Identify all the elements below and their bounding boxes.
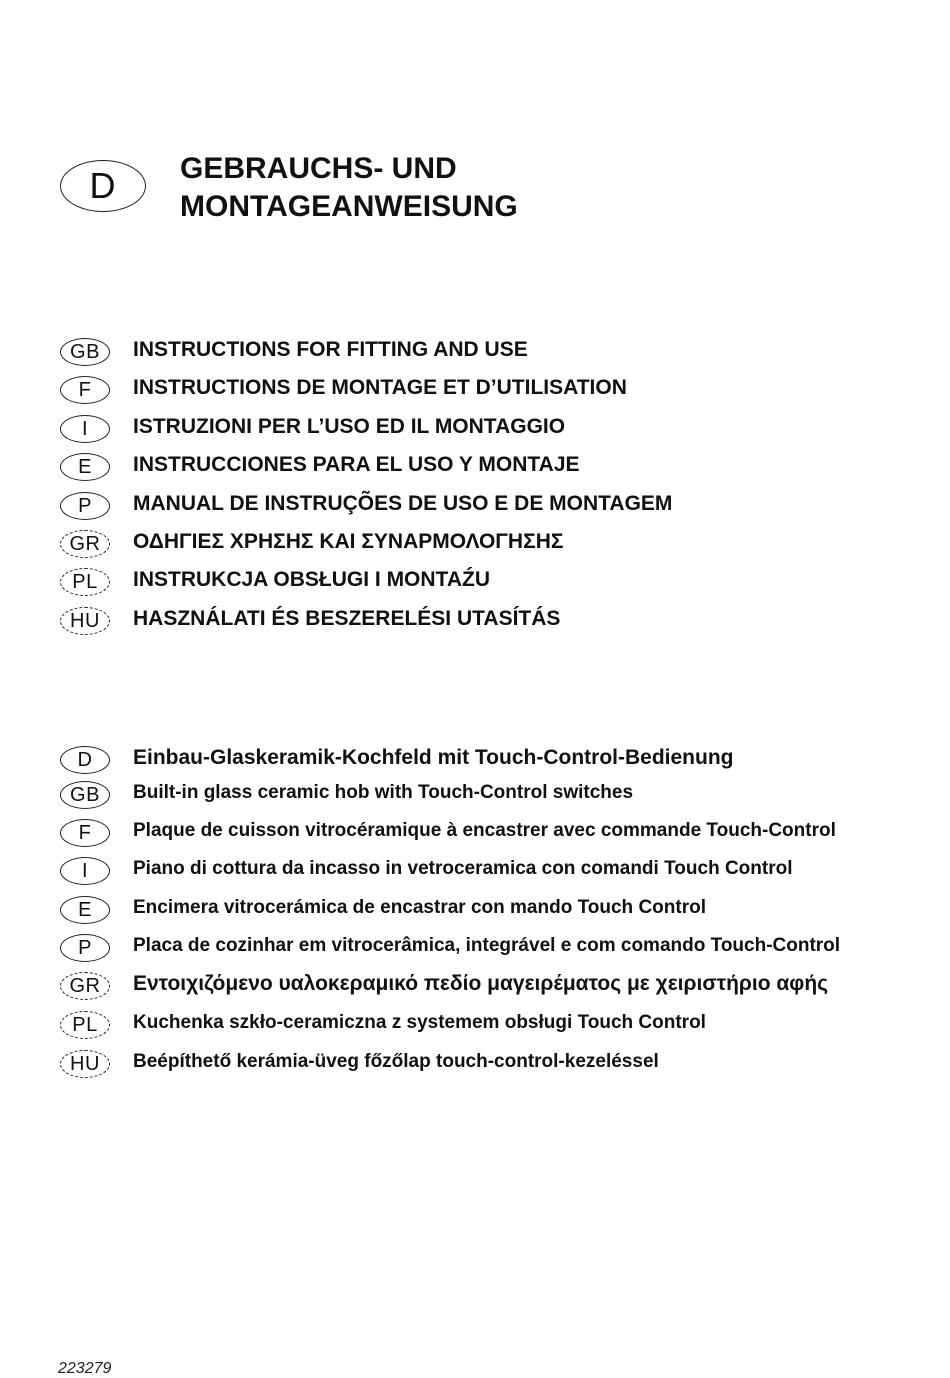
language-badge: PL <box>60 1011 110 1039</box>
instruction-title: ISTRUZIONI PER L’USO ED IL MONTAGGIO <box>133 415 566 438</box>
language-badge: I <box>60 415 110 443</box>
product-description: Kuchenka szkło-ceramiczna z systemem obsługi Touch Control <box>133 1012 706 1033</box>
instruction-title: MANUAL DE INSTRUÇÕES DE USO E DE MONTAGEM <box>133 492 673 515</box>
language-badge: GB <box>60 781 110 809</box>
language-badge: E <box>60 453 110 481</box>
product-description: Εντοιχιζόμενο υαλοκεραμικό πεδίο μαγειρέματος με χειριστήριο αφής <box>133 972 829 995</box>
language-badge: P <box>60 492 110 520</box>
instruction-title: INSTRUCTIONS FOR FITTING AND USE <box>133 338 528 361</box>
language-badge: F <box>60 376 110 404</box>
product-description: Piano di cottura da incasso in vetroceramica con comandi Touch Control <box>133 858 793 879</box>
language-badge: PL <box>60 568 110 596</box>
language-badge: P <box>60 934 110 962</box>
product-description: Einbau-Glaskeramik-Kochfeld mit Touch-Control-Bedienung <box>133 746 734 769</box>
language-badge-main <box>60 160 146 212</box>
document-number: 223279 <box>58 1360 112 1377</box>
language-badge: I <box>60 857 110 885</box>
language-badge: HU <box>60 607 110 635</box>
language-badge: F <box>60 819 110 847</box>
title-line-1: GEBRAUCHS- UND <box>180 152 457 185</box>
product-description: Plaque de cuisson vitrocéramique à encastrer avec commande Touch-Control <box>133 820 836 841</box>
product-description: Built-in glass ceramic hob with Touch-Control switches <box>133 782 634 803</box>
product-description: Placa de cozinhar em vitrocerâmica, integrável e com comando Touch-Control <box>133 935 841 956</box>
document-title <box>180 150 518 226</box>
language-badge: GR <box>60 972 110 1000</box>
language-badge: D <box>60 746 110 774</box>
language-code: D <box>89 165 117 206</box>
instruction-title: HASZNÁLATI ÉS BESZERELÉSI UTASÍTÁS <box>133 607 561 630</box>
product-description: Encimera vitrocerámica de encastrar con mando Touch Control <box>133 897 706 918</box>
instruction-title: INSTRUKCJA OBSŁUGI I MONTAŹU <box>133 568 490 591</box>
product-description: Beépíthető kerámia-üveg főzőlap touch-control-kezeléssel <box>133 1051 659 1072</box>
instruction-title: ΟΔΗΓΙΕΣ ΧΡΗΣΗΣ ΚΑΙ ΣΥΝΑΡΜΟΛΟΓΗΣΗΣ <box>133 530 564 553</box>
language-badge: GB <box>60 338 110 366</box>
title-line-2: MONTAGEANWEISUNG <box>180 190 518 223</box>
language-badge: GR <box>60 530 110 558</box>
instruction-title: INSTRUCCIONES PARA EL USO Y MONTAJE <box>133 453 580 476</box>
language-badge: HU <box>60 1050 110 1078</box>
instruction-title: INSTRUCTIONS DE MONTAGE ET D’UTILISATION <box>133 376 627 399</box>
language-badge: E <box>60 896 110 924</box>
